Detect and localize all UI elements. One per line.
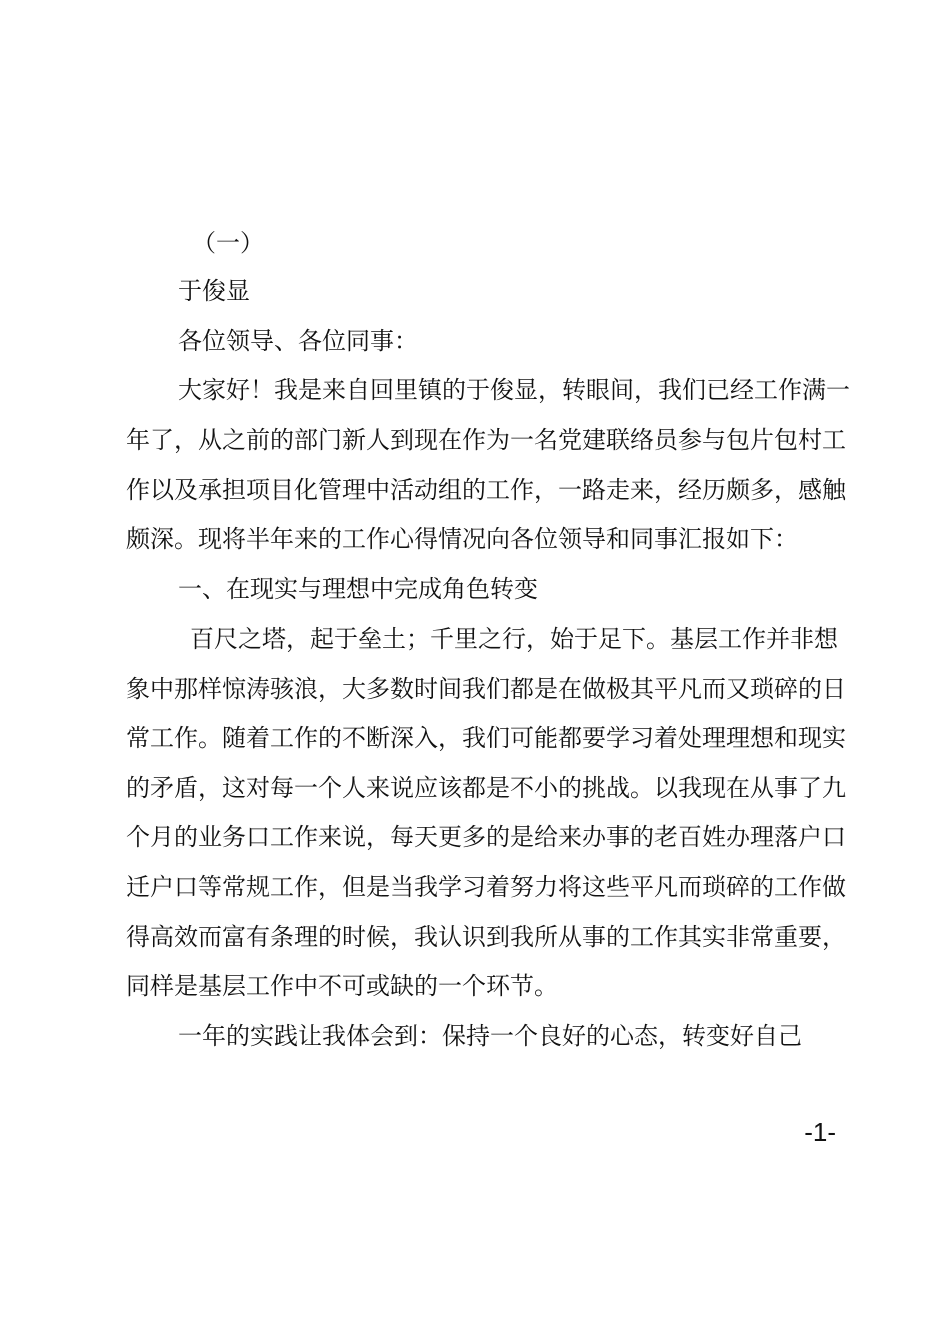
paragraph-2-line: 同样是基层工作中不可或缺的一个环节。 (126, 972, 558, 1000)
paragraph-1-line: 大家好！我是来自回里镇的于俊显，转眼间，我们已经工作满一 (178, 376, 850, 404)
paragraph-2-line: 象中那样惊涛骇浪，大多数时间我们都是在做极其平凡而又琐碎的日 (126, 675, 846, 703)
paragraph-2-line: 的矛盾，这对每一个人来说应该都是不小的挑战。以我现在从事了九 (126, 774, 846, 802)
paragraph-3-line: 一年的实践让我体会到：保持一个良好的心态，转变好自己 (178, 1022, 802, 1050)
page-number: -1- (804, 1117, 836, 1147)
paragraph-2-line: 得高效而富有条理的时候，我认识到我所从事的工作其实非常重要， (126, 923, 846, 951)
paragraph-2-line: 个月的业务口工作来说，每天更多的是给来办事的老百姓办理落户口 (126, 823, 846, 851)
paragraph-2-line: 迁户口等常规工作，但是当我学习着努力将这些平凡而琐碎的工作做 (126, 873, 846, 901)
paragraph-2-line: 常工作。随着工作的不断深入，我们可能都要学习着处理理想和现实 (126, 724, 846, 752)
salutation: 各位领导、各位同事： (178, 327, 418, 355)
section-heading: 一、在现实与理想中完成角色转变 (178, 575, 538, 603)
paragraph-1-line: 作以及承担项目化管理中活动组的工作，一路走来，经历颇多，感触 (126, 476, 846, 504)
paragraph-2-line: 百尺之塔，起于垒土；千里之行，始于足下。基层工作并非想 (190, 625, 838, 653)
author-name: 于俊显 (178, 277, 250, 305)
section-number: （一） (192, 229, 264, 257)
paragraph-1-line: 年了，从之前的部门新人到现在作为一名党建联络员参与包片包村工 (126, 426, 846, 454)
paragraph-1-line: 颇深。现将半年来的工作心得情况向各位领导和同事汇报如下： (126, 525, 798, 553)
